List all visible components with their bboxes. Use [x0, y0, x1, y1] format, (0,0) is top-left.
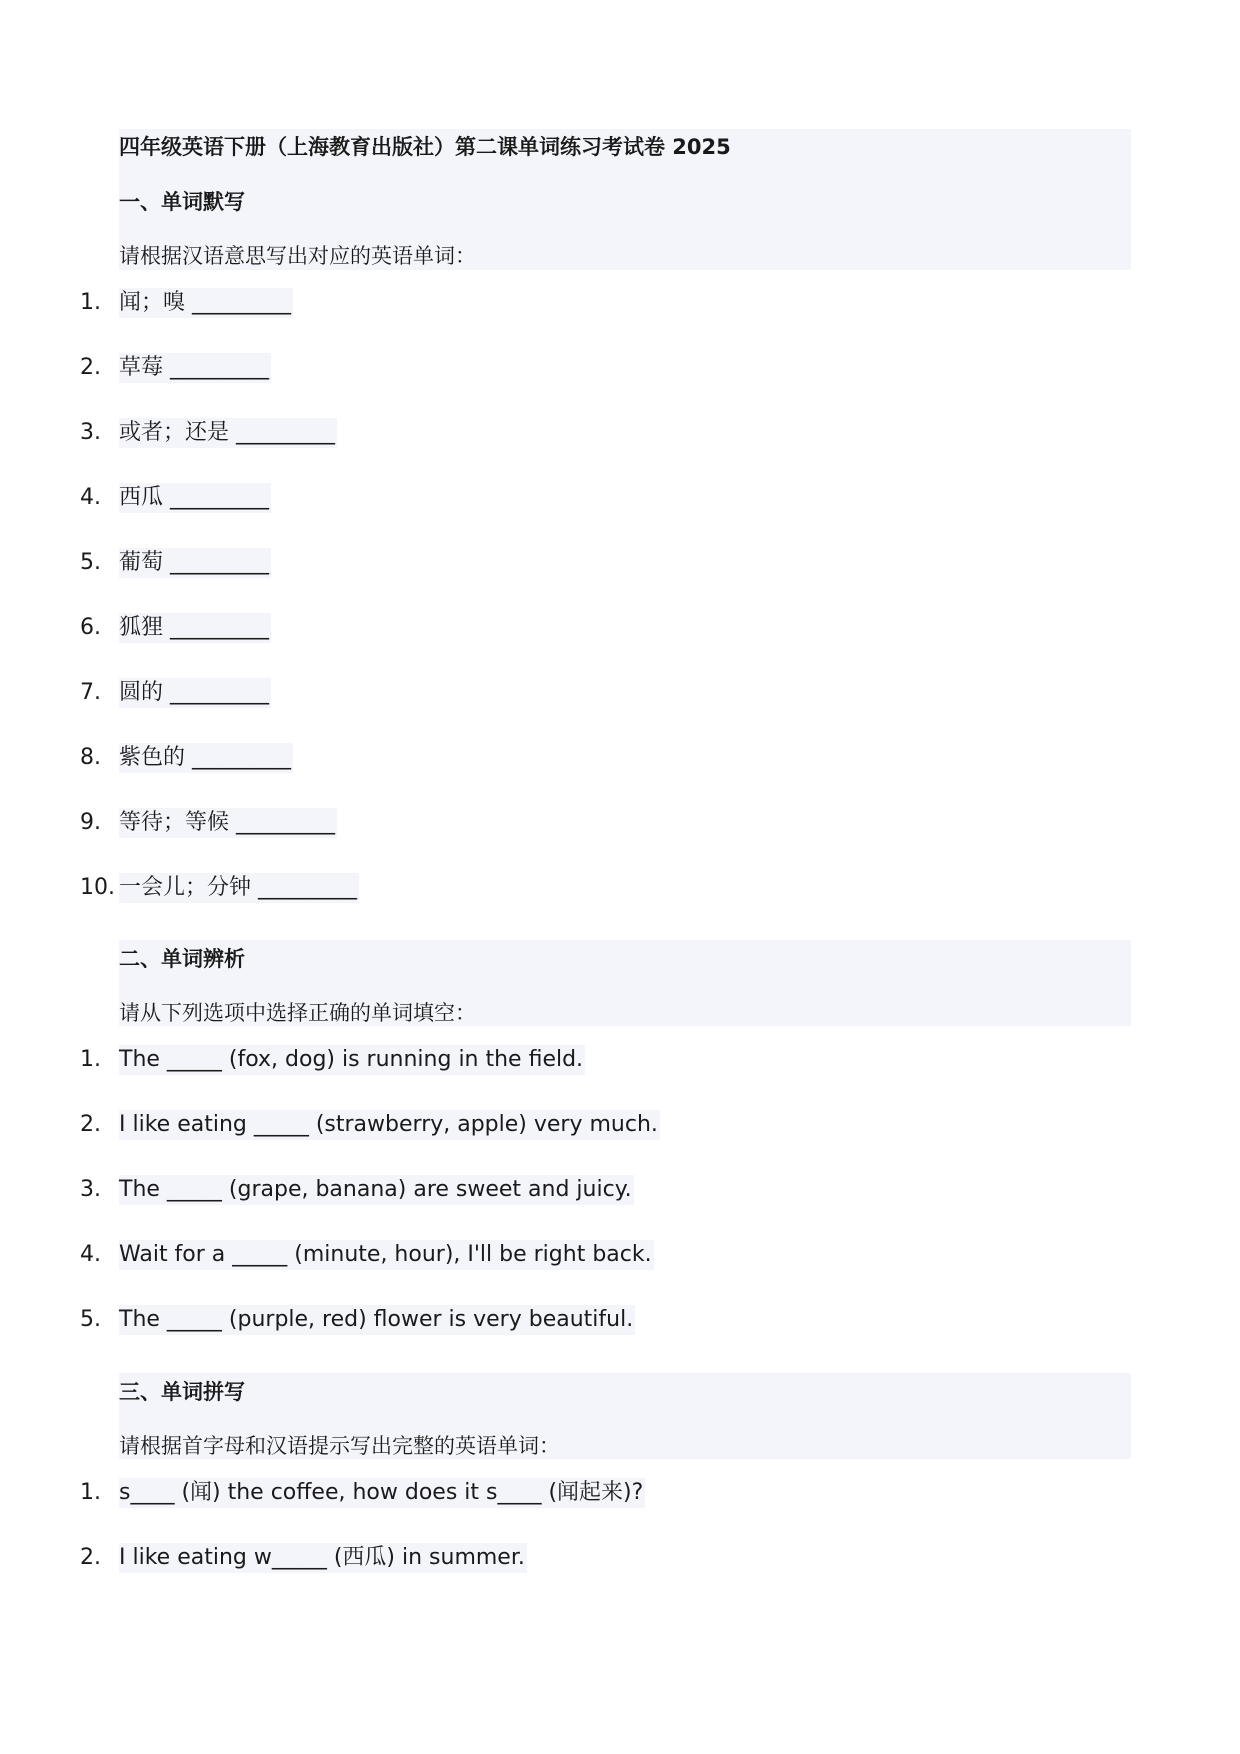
list-item	[80, 678, 271, 708]
document-title: 四年级英语下册（上海教育出版社）第二课单词练习考试卷 2025	[119, 135, 731, 159]
list-item	[80, 1305, 635, 1335]
section-3-instruction: 请根据首字母和汉语提示写出完整的英语单词：	[119, 1434, 560, 1458]
item-text: 紫色的 _________	[119, 743, 293, 773]
item-number: 2.	[80, 1545, 101, 1570]
list-item	[80, 873, 359, 903]
list-item	[80, 1110, 660, 1140]
item-text: The _____ (grape, banana) are sweet and juicy.	[119, 1175, 634, 1205]
item-text: 或者；还是 _________	[119, 418, 337, 448]
item-number: 8.	[80, 745, 101, 770]
section-3-heading: 三、单词拼写	[119, 1380, 245, 1404]
item-number: 1.	[80, 1480, 101, 1505]
item-number: 7.	[80, 680, 101, 705]
item-text: The _____ (fox, dog) is running in the field.	[119, 1045, 585, 1075]
item-text: 西瓜 _________	[119, 483, 271, 513]
list-item	[80, 743, 293, 773]
item-number: 1.	[80, 290, 101, 315]
item-text: s____ (闻) the coffee, how does it s____ (闻起来)?	[119, 1478, 645, 1508]
list-item	[80, 1045, 585, 1075]
item-number: 10.	[80, 875, 115, 900]
list-item	[80, 483, 271, 513]
item-number: 1.	[80, 1047, 101, 1072]
section-2-heading: 二、单词辨析	[119, 947, 245, 971]
item-text: 草莓 _________	[119, 353, 271, 383]
list-item	[80, 353, 271, 383]
item-number: 6.	[80, 615, 101, 640]
item-number: 3.	[80, 1177, 101, 1202]
item-text: 葡萄 _________	[119, 548, 271, 578]
list-item	[80, 1478, 645, 1508]
list-item	[80, 548, 271, 578]
section-2-instruction: 请从下列选项中选择正确的单词填空：	[119, 1001, 476, 1025]
item-text: 一会儿；分钟 _________	[119, 873, 359, 903]
item-text: Wait for a _____ (minute, hour), I'll be right back.	[119, 1240, 654, 1270]
item-number: 2.	[80, 1112, 101, 1137]
section-1-instruction: 请根据汉语意思写出对应的英语单词：	[119, 244, 476, 268]
item-text: The _____ (purple, red) flower is very beautiful.	[119, 1305, 635, 1335]
item-number: 4.	[80, 485, 101, 510]
list-item	[80, 613, 271, 643]
list-item	[80, 1175, 634, 1205]
item-number: 5.	[80, 550, 101, 575]
list-item	[80, 1240, 654, 1270]
item-text: I like eating w_____ (西瓜) in summer.	[119, 1543, 527, 1573]
item-number: 5.	[80, 1307, 101, 1332]
item-number: 4.	[80, 1242, 101, 1267]
item-text: 狐狸 _________	[119, 613, 271, 643]
item-number: 3.	[80, 420, 101, 445]
list-item	[80, 288, 293, 318]
list-item	[80, 418, 337, 448]
section-1-heading: 一、单词默写	[119, 190, 245, 214]
list-item	[80, 808, 337, 838]
item-text: 闻；嗅 _________	[119, 288, 293, 318]
item-number: 9.	[80, 810, 101, 835]
item-text: I like eating _____ (strawberry, apple) very much.	[119, 1110, 660, 1140]
list-item	[80, 1543, 527, 1573]
item-text: 等待；等候 _________	[119, 808, 337, 838]
item-text: 圆的 _________	[119, 678, 271, 708]
item-number: 2.	[80, 355, 101, 380]
